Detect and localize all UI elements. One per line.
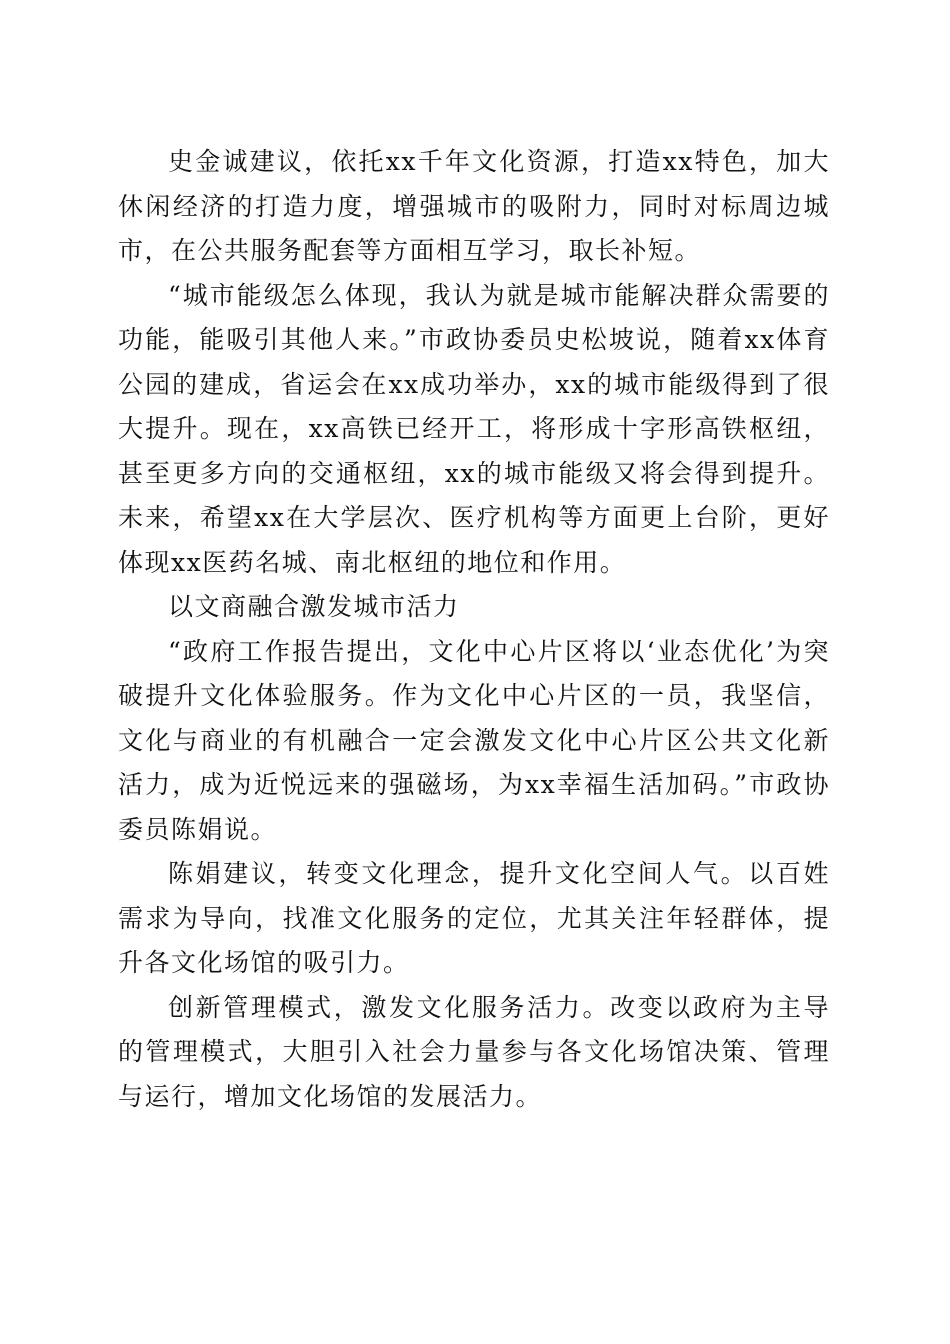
paragraph-management-innovation: 创新管理模式，激发文化服务活力。改变以政府为主导的管理模式，大胆引入社会力量参与各文化场馆决策、管理与运行，增加文化场馆的发展活力。 [118,992,830,1111]
paragraph-city-energy-level: “城市能级怎么体现，我认为就是城市能解决群众需要的功能，能吸引其他人来。”市政协委员史松坡说，随着xx体育公园的建成，省运会在xx成功举办，xx的城市能级得到了很大提升。现在，xx高铁已经开工，将形成十字形高铁枢纽，甚至更多方向的交通枢纽，xx的城市能级又将会得到提升。未来，希望xx在大学层次、医疗机构等方面更上台阶，更好体现xx医药名城、南北枢纽的地位和作用。 [118,280,830,577]
section-heading-culture-commerce: 以文商融合激发城市活力 [168,592,460,621]
paragraph-government-report-quote: “政府工作报告提出，文化中心片区将以‘业态优化’为突破提升文化体验服务。作为文化中心片区的一员，我坚信，文化与商业的有机融合一定会激发文化中心片区公共文化新活力，成为近悦远来的强磁场，为xx幸福生活加码。”市政协委员陈娟说。 [118,636,830,844]
paragraph-shi-jincheng-suggestion: 史金诚建议，依托xx千年文化资源，打造xx特色，加大休闲经济的打造力度，增强城市的吸附力，同时对标周边城市，在公共服务配套等方面相互学习，取长补短。 [118,147,830,265]
document-body [118,140,830,1119]
paragraph-chen-juan-suggestion: 陈娟建议，转变文化理念，提升文化空间人气。以百姓需求为导向，找准文化服务的定位，尤其关注年轻群体，提升各文化场馆的吸引力。 [118,859,830,977]
